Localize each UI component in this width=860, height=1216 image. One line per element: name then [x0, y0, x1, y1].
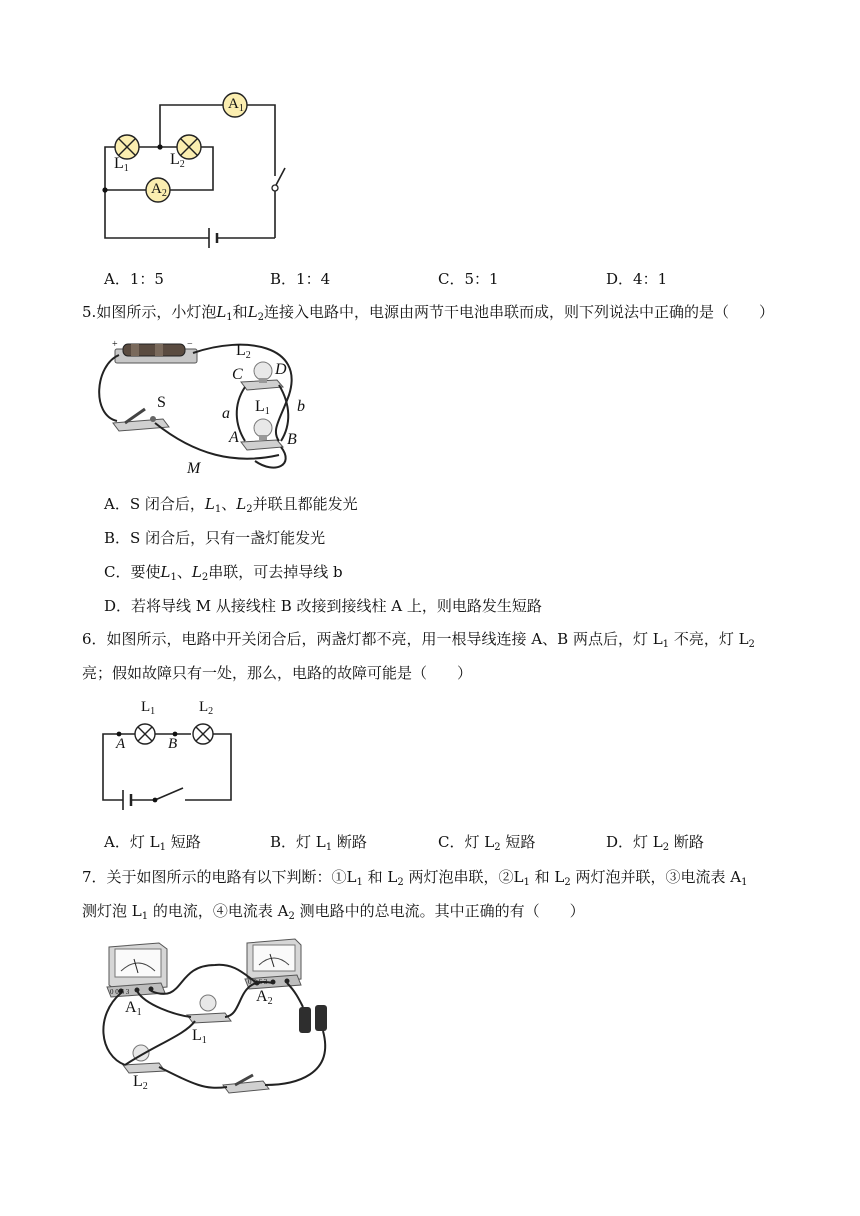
- q7-label-l2: $L_2$: [133, 1073, 148, 1092]
- q5-circuit-photo: [95, 335, 315, 485]
- q4-option-c: C．5：1: [438, 270, 499, 288]
- q7-label-l1: $L_1$: [192, 1027, 207, 1046]
- q5-label-d: D: [275, 361, 287, 378]
- q4-option-a: A．1：5: [104, 270, 164, 288]
- lamp-l2-icon: [193, 724, 213, 744]
- q5-label-plus: +: [112, 339, 118, 350]
- q5-label-l2: $L_2$: [236, 342, 251, 361]
- q5-label-b: B: [287, 431, 297, 448]
- q5-label-wire-a: a: [222, 405, 230, 422]
- q4-label-l1: $L_1$: [114, 155, 129, 174]
- q4-label-a1: $A_1$: [228, 96, 244, 114]
- q5-label-a: A: [229, 429, 239, 446]
- q6-stem-line2: 亮；假如故障只有一处，那么，电路的故障可能是（ ）: [82, 664, 473, 682]
- q6-option-d: D．灯 $L_2$ 断路: [606, 833, 704, 853]
- q4-label-a2: $A_2$: [151, 181, 167, 199]
- q5-label-l1: $L_1$: [255, 398, 270, 417]
- q5-label-wire-b: b: [297, 398, 305, 415]
- q5-label-c: C: [232, 366, 243, 383]
- q5-option-a: A．S 闭合后，$L_1$、$L_2$并联且都能发光: [104, 495, 358, 515]
- q6-label-a: A: [116, 736, 126, 752]
- q5-option-b: B．S 闭合后，只有一盏灯能发光: [104, 529, 326, 547]
- q6-label-b: B: [168, 736, 178, 752]
- q4-option-b: B．1：4: [270, 270, 331, 288]
- q5-option-c: C．要使$L_1$、$L_2$串联，可去掉导线 b: [104, 563, 343, 583]
- q7-meter-scale-a1: 0 0.6 3: [110, 988, 130, 996]
- q5-label-s: S: [157, 394, 166, 411]
- q6-option-c: C．灯 $L_2$ 短路: [438, 833, 536, 853]
- q5-label-m: M: [187, 460, 201, 477]
- q7-label-a1: $A_1$: [125, 999, 142, 1018]
- q5-label-minus: −: [187, 339, 193, 350]
- lamp-l1-icon: [135, 724, 155, 744]
- q6-stem-line1: 6．如图所示，电路中开关闭合后，两盏灯都不亮，用一根导线连接 A、B 两点后，灯 $L_1$ 不亮，灯 $L_2$: [82, 630, 755, 650]
- q5-option-d: D．若将导线 M 从接线柱 B 改接到接线柱 A 上，则电路发生短路: [104, 597, 542, 615]
- q6-option-b: B．灯 $L_1$ 断路: [270, 833, 367, 853]
- q6-circuit-diagram: [95, 720, 245, 812]
- q7-stem-line2: 测灯泡 $L_1$ 的电流，④电流表 $A_2$ 测电路中的总电流。其中正确的有（ ）: [82, 902, 585, 922]
- q7-meter-scale-a2: 0 0.6 3: [248, 978, 268, 986]
- q6-label-l1: $L_1$: [141, 699, 156, 717]
- q7-stem-line1: 7．关于如图所示的电路有以下判断：$①L_1$ 和 $L_2$ 两灯泡串联，$②L_1$ 和 $L_2$ 两灯泡并联，③电流表 $A_1$: [82, 868, 748, 888]
- q5-stem: 5.如图所示，小灯泡$L_1$和$L_2$连接入电路中，电源由两节干电池串联而成，则下列说法中正确的是（ ）: [82, 303, 775, 323]
- q6-label-l2: $L_2$: [199, 699, 214, 717]
- q4-label-l2: $L_2$: [170, 151, 185, 170]
- q6-option-a: A．灯 $L_1$ 短路: [104, 833, 201, 853]
- q4-option-d: D．4：1: [606, 270, 668, 288]
- q7-label-a2: $A_2$: [256, 988, 273, 1007]
